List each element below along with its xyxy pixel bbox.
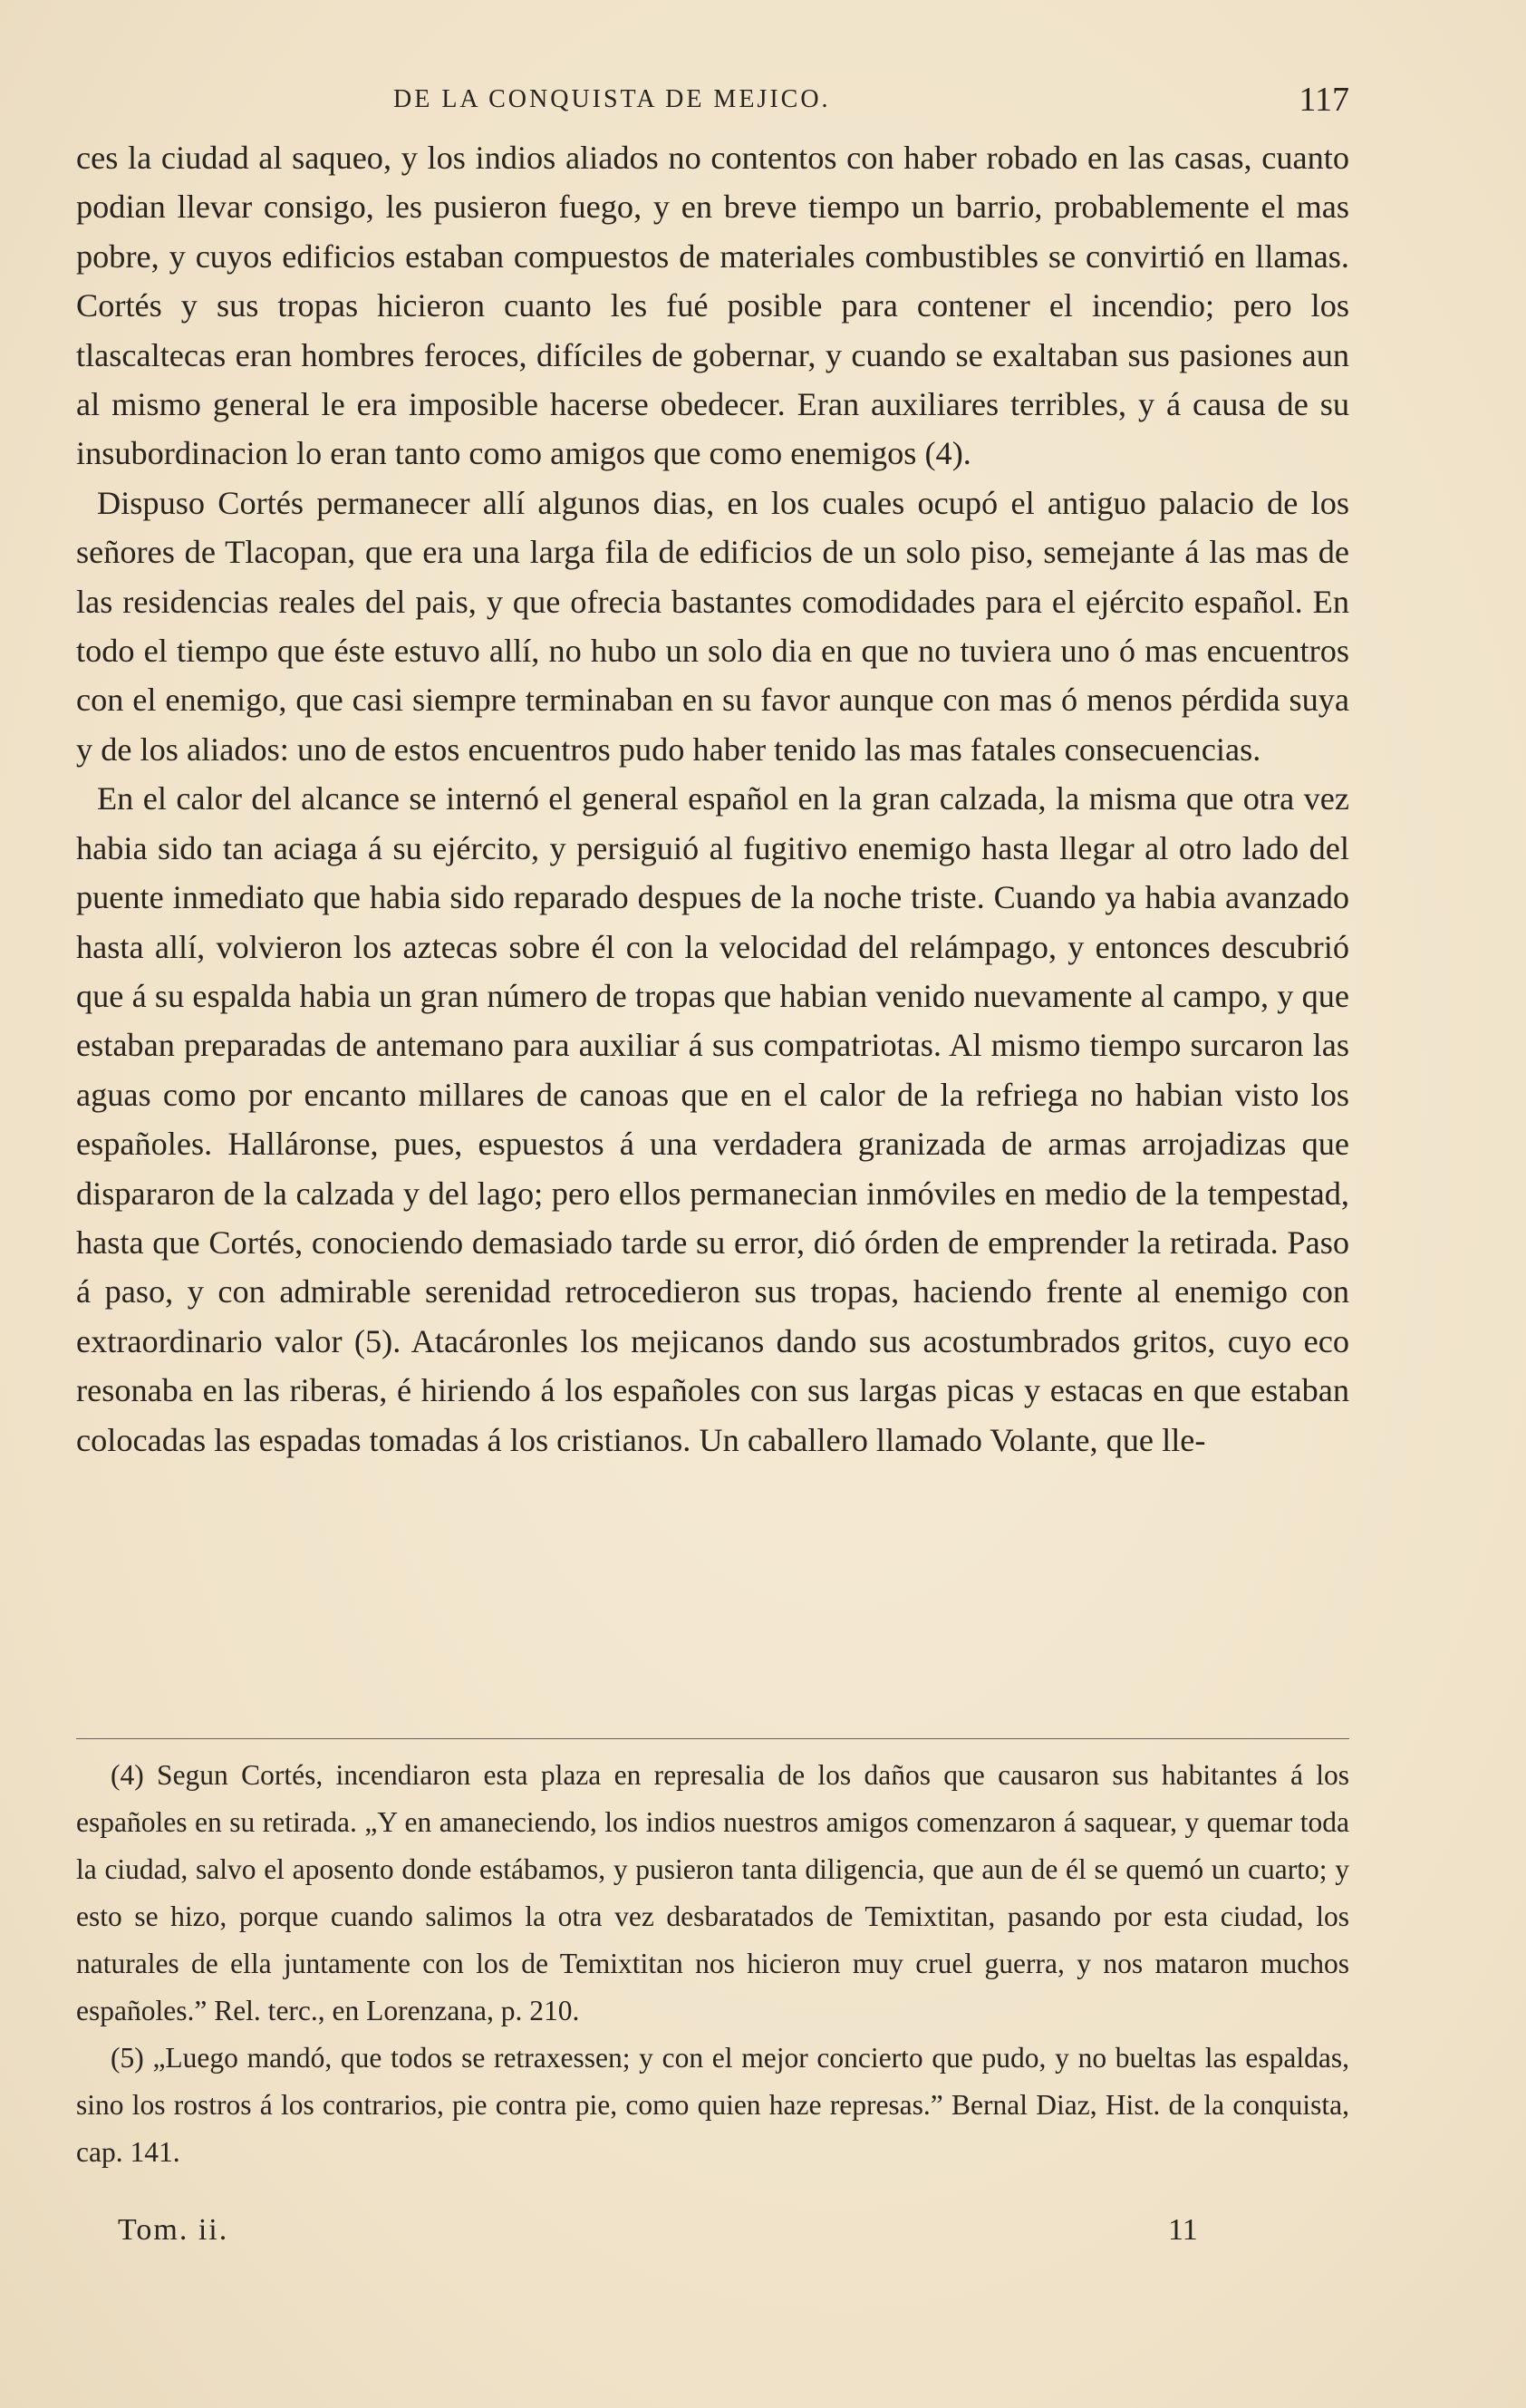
footnote-rule	[76, 1738, 1349, 1739]
footnote: (4) Segun Cortés, incendiaron esta plaza en represalia de los daños que causaron sus habitantes á los españoles en su retirada. „Y en amaneciendo, los indios nuestros amigos comenzaron á saquear, y quemar toda la ciudad, salvo el aposento donde estábamos, y pusieron tanta diligencia, que aun de él se quemó un cuarto; y esto se hizo, porque cuando salimos la otra vez desbaratados de Temixtitan, pasando por esta ciudad, los naturales de ella juntamente con los de Temixtitan nos hicieron muy cruel guerra, y nos mataron muchos españoles.” Rel. terc., en Lorenzana, p. 210.	[76, 1759, 1349, 2026]
page-footer	[76, 2213, 1349, 2258]
paragraph: Dispuso Cortés permanecer allí algunos dias, en los cuales ocupó el antiguo palacio de los señores de Tlacopan, que era una larga fila de edificios de un solo piso, semejante á las mas de las residencias reales del pais, y que ofrecia bastantes comodidades para el ejército español. En todo el tiempo que éste estuvo allí, no hubo un solo dia en que no tuviera uno ó mas encuentros con el enemigo, que casi siempre terminaban en su favor aunque con mas ó menos pérdida suya y de los aliados: uno de estos encuentros pudo haber tenido las mas fatales consecuencias.	[76, 484, 1349, 768]
volume-mark: Tom. ii.	[118, 2213, 229, 2247]
signature-mark: 11	[1168, 2213, 1198, 2247]
running-head: DE LA CONQUISTA DE MEJICO.	[393, 85, 831, 113]
footnote: (5) „Luego mandó, que todos se retraxessen; y con el mejor concierto que pudo, y no bueltas las espaldas, sino los rostros á los contrarios, pie contra pie, como quien haze represas.” Bernal Diaz, Hist. de la conquista, cap. 141.	[76, 2042, 1349, 2168]
paragraph: ces la ciudad al saqueo, y los indios aliados no contentos con haber robado en las casas, cuanto podian llevar consigo, les pusieron fuego, y en breve tiempo un barrio, probablemente el mas pobre, y cuyos edificios estaban compuestos de materiales combustibles se convirtió en llamas. Cortés y sus tropas hicieron cuanto les fué posible para contener el incendio; pero los tlascaltecas eran hombres feroces, difíciles de gobernar, y cuando se exaltaban sus pasiones aun al mismo general le era imposible hacerse obedecer. Eran auxiliares terribles, y á causa de su insubordinacion lo eran tanto como amigos que como enemigos (4).	[76, 140, 1349, 472]
page-header	[76, 80, 1349, 134]
footnotes	[76, 1752, 1349, 2176]
paragraph: En el calor del alcance se internó el general español en la gran calzada, la misma que otra vez habia sido tan aciaga á su ejército, y persiguió al fugitivo enemigo hasta llegar al otro lado del puente inmediato que habia sido reparado despues de la noche triste. Cuando ya habia avanzado hasta allí, volvieron los aztecas sobre él con la velocidad del relámpago, y entonces descubrió que á su espalda habia un gran número de tropas que habian venido nuevamente al campo, y que estaban preparadas de antemano para auxiliar á sus compatriotas. Al mismo tiempo surcaron las aguas como por encanto millares de canoas que en el calor de la refriega no habian visto los españoles. Halláronse, pues, espuestos á una verdadera granizada de armas arrojadizas que dispararon de la calzada y del lago; pero ellos permanecian inmóviles en medio de la tempestad, hasta que Cortés, conociendo demasiado tarde su error, dió órden de emprender la retirada. Paso á paso, y con admirable serenidad retrocedieron sus tropas, haciendo frente al enemigo con extraordinario valor (5). Atacáronles los mejicanos dando sus acostumbrados gritos, cuyo eco resonaba en las riberas, é hiriendo á los españoles con sus largas picas y estacas en que estaban colocadas las espadas tomadas á los cristianos. Un caballero llamado Volante, que lle-	[76, 780, 1349, 1458]
page-number: 117	[1299, 81, 1349, 119]
body-text	[76, 133, 1349, 1465]
